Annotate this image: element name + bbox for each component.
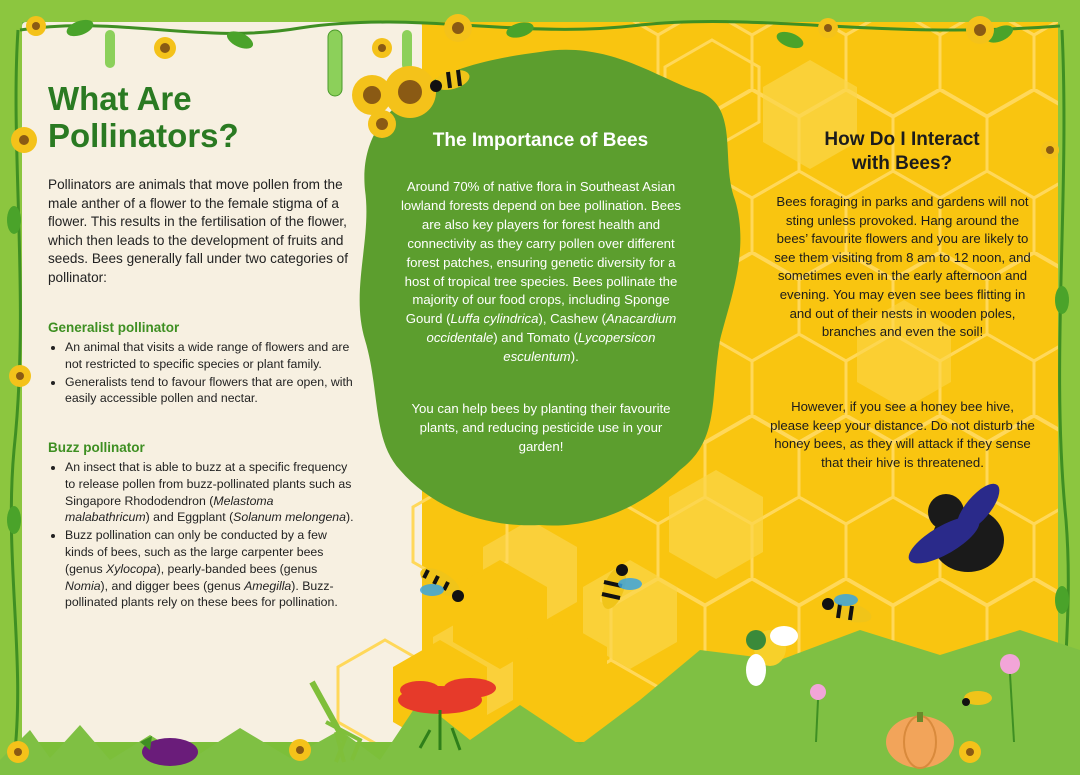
pollinators-title [48, 80, 348, 154]
list-item: • Buzz pollination can only be conducted by a few kinds of bees, such as the large carpenter bees (genus Xylocopa), pearly-banded bees (genus Nomia), and digger bees (genus Amegilla). Buzz-pollinated plants rely on these bees for pollination. [65, 527, 357, 611]
generalist-list [48, 339, 357, 408]
buzz-heading: Buzz pollinator [48, 440, 145, 455]
importance-paragraph: Around 70% of native flora in Southeast Asian lowland forests depend on bee pollination. Bees are also key players for forest health and connectivity as they carry pollen over different forest patches, ensuring genetic diversity for a host of tropical tree species. Bees pollinate the majority of our food crops, including Sponge Gourd (Luffa cylindrica), Cashew (Anacardium occidentale) and Tomato (Lycopersicon esculentum). [400, 179, 682, 365]
interact-title [772, 128, 1032, 176]
hive-warning-paragraph: However, if you see a honey bee hive, please keep your distance. Do not disturb the honey bees, as they will attack if they sense that their hive is threatened. [770, 399, 1035, 470]
list-item: • Generalists tend to favour flowers that are open, with easily accessible pollen and nectar. [65, 374, 357, 408]
pollinators-intro: Pollinators are animals that move pollen from the male anther of a flower to the female stigma of a flower. This results in the fertilisation of the flower, which then leads to the development of fruits and seeds. Bees generally fall under two categories of pollinator: [48, 177, 348, 285]
list-item: • An animal that visits a wide range of flowers and are not restricted to specific species or plant family. [65, 339, 357, 373]
title-line-2: Pollinators? [48, 117, 239, 154]
buzz-list [48, 459, 357, 612]
interact-paragraph: Bees foraging in parks and gardens will not sting unless provoked. Hang around the bees’ favourite flowers and you are likely to see them visiting from 8 am to 12 noon, and sometimes even in the early afternoon and evening. You may even see bees flitting in and out of their nests in wooden poles, branches and even the soil! [774, 194, 1031, 340]
list-item: • An insect that is able to buzz at a specific frequency to release pollen from buzz-pollinated plants such as Singapore Rhododendron (Melastoma malabathricum) and Eggplant (Solanum melongena). [65, 459, 357, 526]
title-line-1: What Are [48, 80, 192, 117]
generalist-heading: Generalist pollinator [48, 320, 180, 335]
interact-title-line-2: with Bees? [851, 153, 953, 174]
importance-title: The Importance of Bees [432, 130, 649, 151]
interact-title-line-1: How Do I Interact [824, 129, 980, 150]
importance-call-to-action: You can help bees by planting their favourite plants, and reducing pesticide use in your garden! [411, 401, 671, 454]
